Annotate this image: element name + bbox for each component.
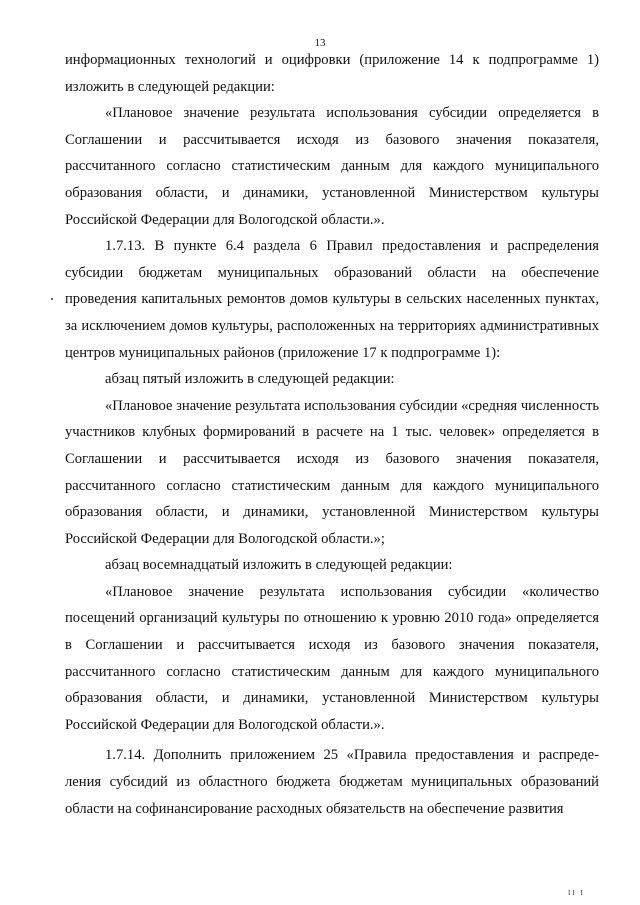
page-number: 13 — [314, 37, 326, 49]
document-body — [65, 47, 599, 822]
paragraph-item-1-7-14: 1.7.14. Дополнить приложением 25 «Правила предоставления и распреде-ления субсидий из областного бюджета бюджетам муниципальных образований области на софинансирование расходных обязательств на обеспечение развития — [65, 747, 599, 817]
paragraph-continuation: информационных технологий и оцифровки (приложение 14 к подпрограмме 1) изложить в следующей редакции: — [65, 52, 599, 95]
paragraph-item-1-7-13: 1.7.13. В пункте 6.4 раздела 6 Правил предоставления и распределения субсидии бюджетам муниципальных образований области на обеспечение проведения капитальных ремонтов домов культуры в сельских населенных пунктах, за исключением домов культуры, расположенных на территориях административных центров муниципальных районов (приложение 17 к подпрограмме 1): — [65, 238, 599, 361]
corner-mark: II I — [568, 889, 585, 897]
paragraph-quote-1: «Плановое значение результата использования субсидии определяется в Соглашении и рассчитывается исходя из базового значения показателя, рассчитанного согласно статистическим данным для каждого муниципального образования области, и динамики, установленной Министерством культуры Российской Федерации для Вологодской области.». — [65, 105, 599, 228]
paragraph-quote-3: «Плановое значение результата использования субсидии «количество посещений организаций культуры по отношению к уровню 2010 года» определяется в Соглашении и рассчитывается исходя из базового значения показателя, рассчитанного согласно статистическим данным для каждого муниципального образования области, и динамики, установленной Министерством культуры Российской Федерации для Вологодской области.». — [65, 583, 599, 733]
scan-speck — [51, 298, 53, 300]
paragraph-quote-2: «Плановое значение результата использования субсидии «средняя численность участников клубных формирований в расчете на 1 тыс. человек» определяется в Соглашении и рассчитывается исходя из базового значения показателя, рассчитанного согласно статистическим данным для каждого муниципального образования области, и динамики, установленной Министерством культуры Российской Федерации для Вологодской области.»; — [65, 397, 599, 547]
paragraph-instruction-5: абзац пятый изложить в следующей редакции: — [105, 371, 395, 388]
paragraph-instruction-18: абзац восемнадцатый изложить в следующей редакции: — [105, 557, 453, 574]
